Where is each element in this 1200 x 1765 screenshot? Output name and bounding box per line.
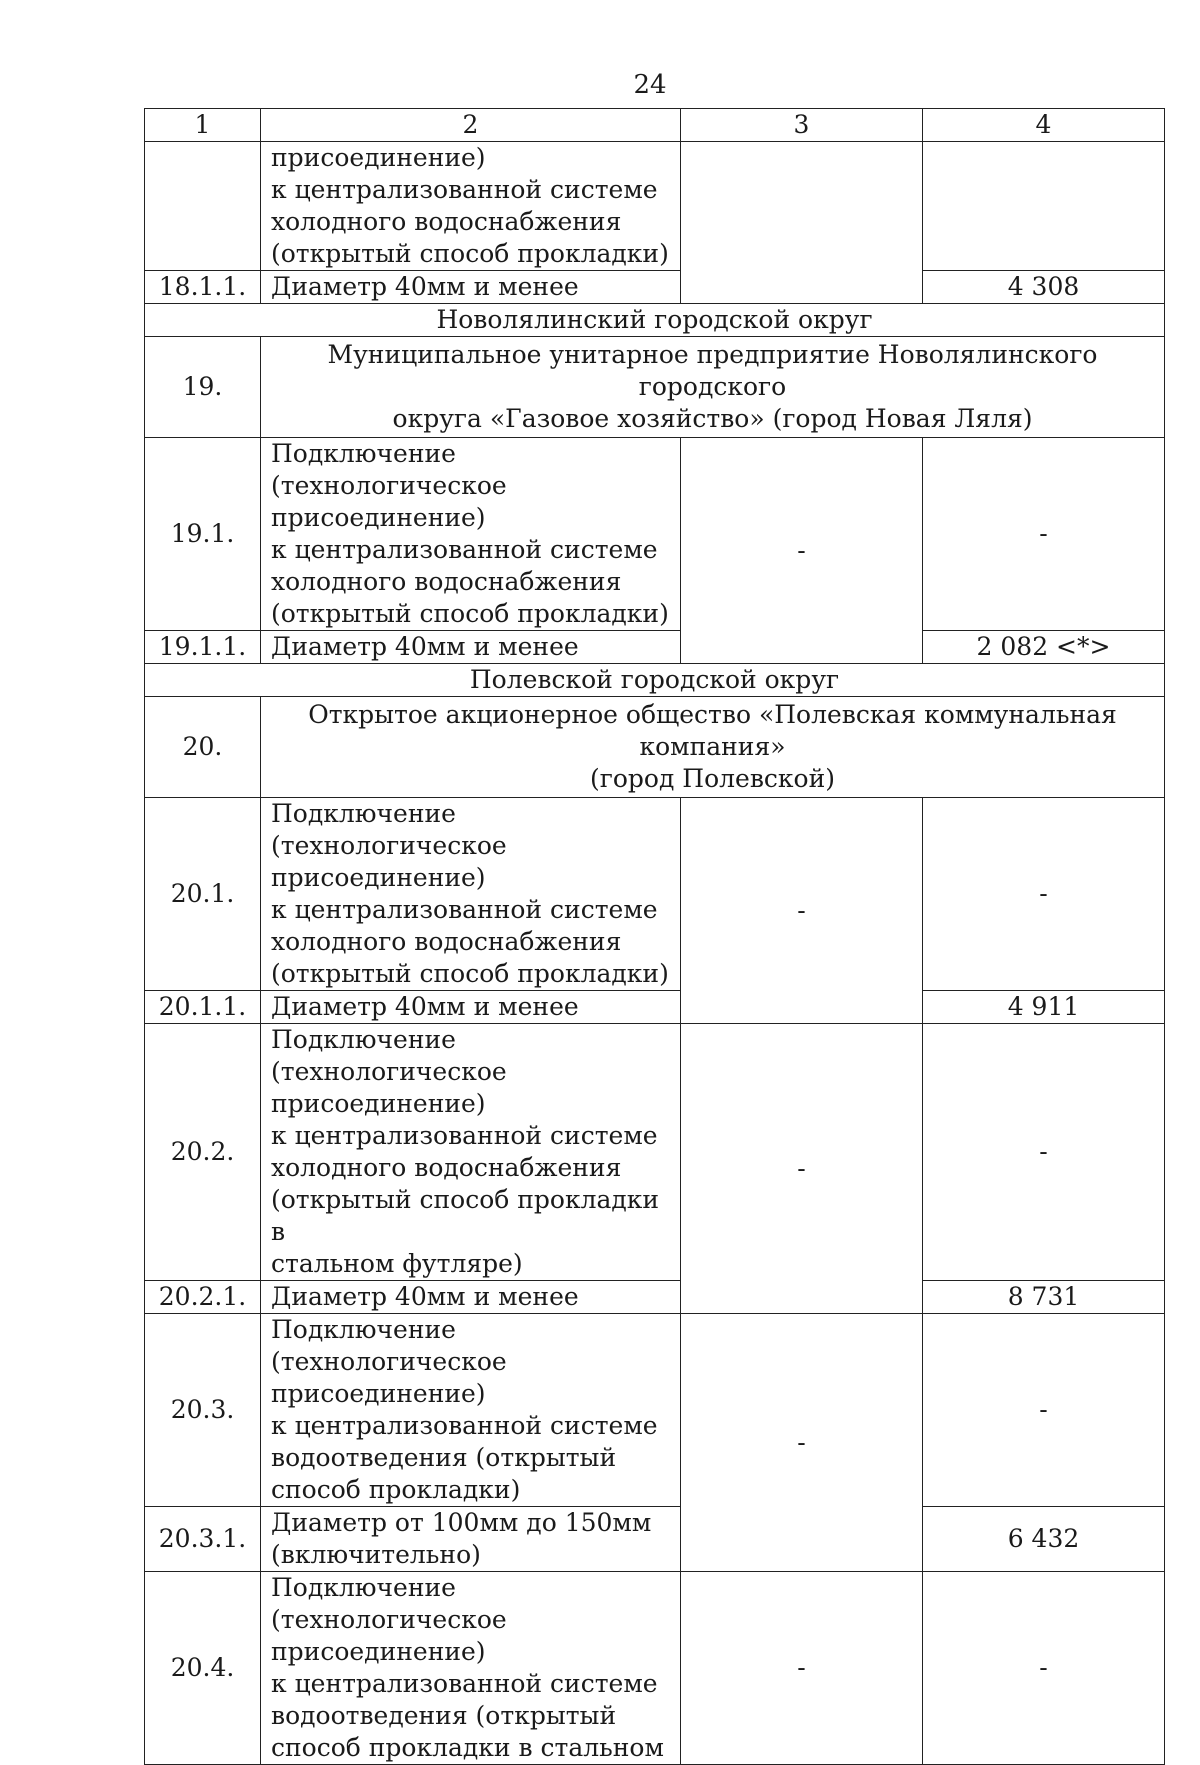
page-number: 24: [633, 70, 667, 100]
row-col3: -: [681, 438, 923, 664]
row-number: 20.1.: [145, 798, 261, 991]
row-description: Подключение (технологическое присоединение) к централизованной системе холодного водоснабжения (открытый способ прокладки в стальном футляре): [261, 1024, 681, 1281]
row-number: 19.1.: [145, 438, 261, 631]
section-title: Новолялинский городской округ: [145, 304, 1165, 337]
row-col4: -: [923, 1572, 1165, 1765]
table-row: [145, 142, 1165, 271]
row-col3: -: [681, 1314, 923, 1572]
table-row: [145, 1281, 1165, 1314]
row-number: 20.3.: [145, 1314, 261, 1507]
row-number: 20.2.1.: [145, 1281, 261, 1314]
table-row: [145, 438, 1165, 631]
row-description: Подключение (технологическое присоединение) к централизованной системе водоотведения (открытый способ прокладки): [261, 1314, 681, 1507]
row-col4: [923, 142, 1165, 271]
row-description: Подключение (технологическое присоединение) к централизованной системе водоотведения (открытый способ прокладки в стальном: [261, 1572, 681, 1765]
row-number: 20.3.1.: [145, 1507, 261, 1572]
row-number: 19.1.1.: [145, 631, 261, 664]
row-col3: -: [681, 798, 923, 1024]
row-description: Диаметр 40мм и менее: [261, 631, 681, 664]
organization-name: Открытое акционерное общество «Полевская коммунальная компания» (город Полевской): [261, 697, 1165, 798]
row-col3: [681, 142, 923, 304]
header-col-4: 4: [923, 109, 1165, 142]
row-number: 18.1.1.: [145, 271, 261, 304]
table-row: [145, 991, 1165, 1024]
tariff-table: [144, 108, 1165, 1765]
row-number: 20.2.: [145, 1024, 261, 1281]
table-header-row: [145, 109, 1165, 142]
row-value: 8 731: [923, 1281, 1165, 1314]
row-description: присоединение) к централизованной системе холодного водоснабжения (открытый способ прокладки): [261, 142, 681, 271]
table-row: [145, 337, 1165, 438]
row-col3: -: [681, 1572, 923, 1765]
row-description: Диаметр 40мм и менее: [261, 991, 681, 1024]
row-number: 19.: [145, 337, 261, 438]
section-title: Полевской городской округ: [145, 664, 1165, 697]
row-col4: -: [923, 438, 1165, 631]
table-row: [145, 271, 1165, 304]
table-row: [145, 1314, 1165, 1507]
row-description: Диаметр от 100мм до 150мм (включительно): [261, 1507, 681, 1572]
header-col-2: 2: [261, 109, 681, 142]
row-col4: -: [923, 798, 1165, 991]
organization-name: Муниципальное унитарное предприятие Новолялинского городского округа «Газовое хозяйство» (город Новая Ляля): [261, 337, 1165, 438]
row-description: Диаметр 40мм и менее: [261, 1281, 681, 1314]
section-row: [145, 304, 1165, 337]
row-description: Подключение (технологическое присоединение) к централизованной системе холодного водоснабжения (открытый способ прокладки): [261, 798, 681, 991]
header-col-1: 1: [145, 109, 261, 142]
table-row: [145, 1024, 1165, 1281]
table-row: [145, 1572, 1165, 1765]
row-value: 4 911: [923, 991, 1165, 1024]
header-col-3: 3: [681, 109, 923, 142]
table-row: [145, 697, 1165, 798]
section-row: [145, 664, 1165, 697]
row-col4: -: [923, 1314, 1165, 1507]
row-number: 20.: [145, 697, 261, 798]
row-value: 4 308: [923, 271, 1165, 304]
row-number: 20.1.1.: [145, 991, 261, 1024]
table-row: [145, 798, 1165, 991]
row-value: 6 432: [923, 1507, 1165, 1572]
row-description: Диаметр 40мм и менее: [261, 271, 681, 304]
row-value: 2 082 <*>: [923, 631, 1165, 664]
table-row: [145, 631, 1165, 664]
row-description: Подключение (технологическое присоединение) к централизованной системе холодного водоснабжения (открытый способ прокладки): [261, 438, 681, 631]
row-col3: -: [681, 1024, 923, 1314]
table-row: [145, 1507, 1165, 1572]
row-number: 20.4.: [145, 1572, 261, 1765]
row-col4: -: [923, 1024, 1165, 1281]
row-number: [145, 142, 261, 271]
